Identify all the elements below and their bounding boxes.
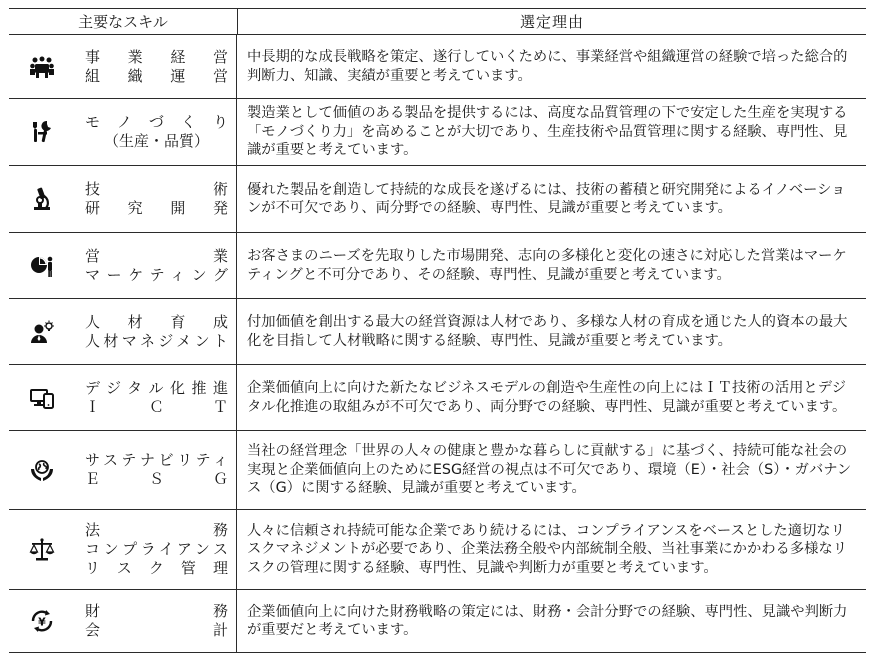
skill-name <box>75 431 237 509</box>
skill-line: 人材マネジメント <box>85 331 228 350</box>
skill-name <box>75 510 237 589</box>
skill-name <box>75 365 237 430</box>
header-skill: 主要なスキル <box>9 9 238 34</box>
skill-line: サステナビリティ <box>85 451 228 469</box>
skill-line: 会計 <box>85 621 228 639</box>
reason-text-body: 企業価値向上に向けた新たなビジネスモデルの創造や生産性の向上にはＩＴ技術の活用とデジタル化推進の取組みが不可欠であり、両分野での経験、専門性、見識が重要と考えています。 <box>247 380 847 415</box>
reason-text-body: お客さまのニーズを先取りした市場開発、志向の多様化と変化の速さに対応した営業はマーケティングと不可分であり、その経験、専門性、見識が重要と考えています。 <box>247 248 847 283</box>
skill-name <box>75 233 237 298</box>
skill-line: 研究開発 <box>85 199 228 217</box>
reason-text-body: 優れた製品を創造して持続的な成長を遂げるには、技術の蓄積と研究開発によるイノベーションが不可欠であり、両分野での経験、専門性、見識が重要と考えています。 <box>247 181 846 216</box>
reason-text <box>237 431 866 509</box>
skill-name <box>75 35 237 98</box>
person-idea-icon <box>9 299 75 364</box>
skills-table <box>9 8 866 653</box>
table-row <box>9 510 866 590</box>
skill-line: 事業経営 <box>85 47 228 66</box>
skill-line: ＥＳＧ <box>85 470 228 488</box>
table-row <box>9 365 866 431</box>
skill-line: リスク管理 <box>85 559 228 577</box>
skill-line: ＩＣＴ <box>85 397 228 416</box>
skill-name <box>75 166 237 232</box>
header-reason: 選定理由 <box>519 13 584 31</box>
reason-text <box>237 233 866 298</box>
reason-text <box>237 35 866 98</box>
skill-line: 営業 <box>85 246 228 265</box>
table-row <box>9 431 866 510</box>
reason-text <box>237 510 866 589</box>
reason-text-body: 人々に信頼され持続可能な企業であり続けるには、コンプライアンスをベースとした適切なリスクマネジメントが必要であり、企業法務全般や内部統制全般、当社事業にかかわる多様なリスクの管理に関する経験、専門性、見識や判断力が重要と考えています。 <box>247 522 848 576</box>
scales-icon <box>9 510 75 589</box>
table-header <box>9 9 866 35</box>
skill-line: 人材育成 <box>85 312 228 331</box>
table-row <box>9 99 866 166</box>
svg-text:¥: ¥ <box>38 615 46 629</box>
reason-text-body: 付加価値を創出する最大の経営資源は人材であり、多様な人材の育成を通じた人的資本の最大化を目指して人材戦略に関する経験、専門性、見識が重要と考えています。 <box>247 314 848 349</box>
reason-text <box>237 590 866 652</box>
skill-name <box>75 99 237 165</box>
presenter-chart-icon <box>9 233 75 298</box>
skill-name <box>75 590 237 652</box>
skill-line: （生産・品質） <box>103 132 209 150</box>
skill-line: 法務 <box>85 521 228 539</box>
table-row <box>9 299 866 365</box>
reason-text-body: 当社の経営理念「世界の人々の健康と豊かな暮らしに貢献する」に基づく、持続可能な社会の実現と企業価値向上のためにESG経営の視点は不可欠であり、環境（E）・社会（S）・ガバナンス（G）に関する経験、見識が重要と考えています。 <box>247 443 852 497</box>
skill-line: コンプライアンス <box>85 540 228 558</box>
reason-text <box>237 365 866 430</box>
table-row <box>9 166 866 233</box>
tools-icon <box>9 99 75 165</box>
table-row <box>9 35 866 99</box>
devices-icon <box>9 365 75 430</box>
reason-text <box>237 166 866 232</box>
meeting-icon <box>9 35 75 98</box>
reason-text-body: 企業価値向上に向けた財務戦略の策定には、財務・会計分野での経験、専門性、見識や判断力が重要だと考えています。 <box>247 603 848 638</box>
skill-line: モノづくり <box>85 113 228 131</box>
skill-line: 技術 <box>85 180 228 198</box>
skill-line: 組織運営 <box>85 66 228 85</box>
skill-line: デジタル化推進 <box>85 378 228 397</box>
skill-name <box>75 299 237 364</box>
yen-cycle-icon <box>9 590 75 652</box>
table-row <box>9 590 866 652</box>
skill-line: 財務 <box>85 602 228 620</box>
table-row <box>9 233 866 299</box>
reason-text-body: 中長期的な成長戦略を策定、遂行していくために、事業経営や組織運営の経験で培った総合的判断力、知識、実績が重要と考えています。 <box>247 49 848 84</box>
skill-line: マーケティング <box>85 265 228 284</box>
microscope-icon <box>9 166 75 232</box>
reason-text <box>237 299 866 364</box>
reason-text-body: 製造業として価値のある製品を提供するには、高度な品質管理の下で安定した生産を実現する「モノづくり力」を高めることが大切であり、生産技術や品質管理に関する経験、専門性、見識が重要と考えています。 <box>247 105 848 159</box>
reason-text <box>237 99 866 165</box>
globe-hands-icon <box>9 431 75 509</box>
